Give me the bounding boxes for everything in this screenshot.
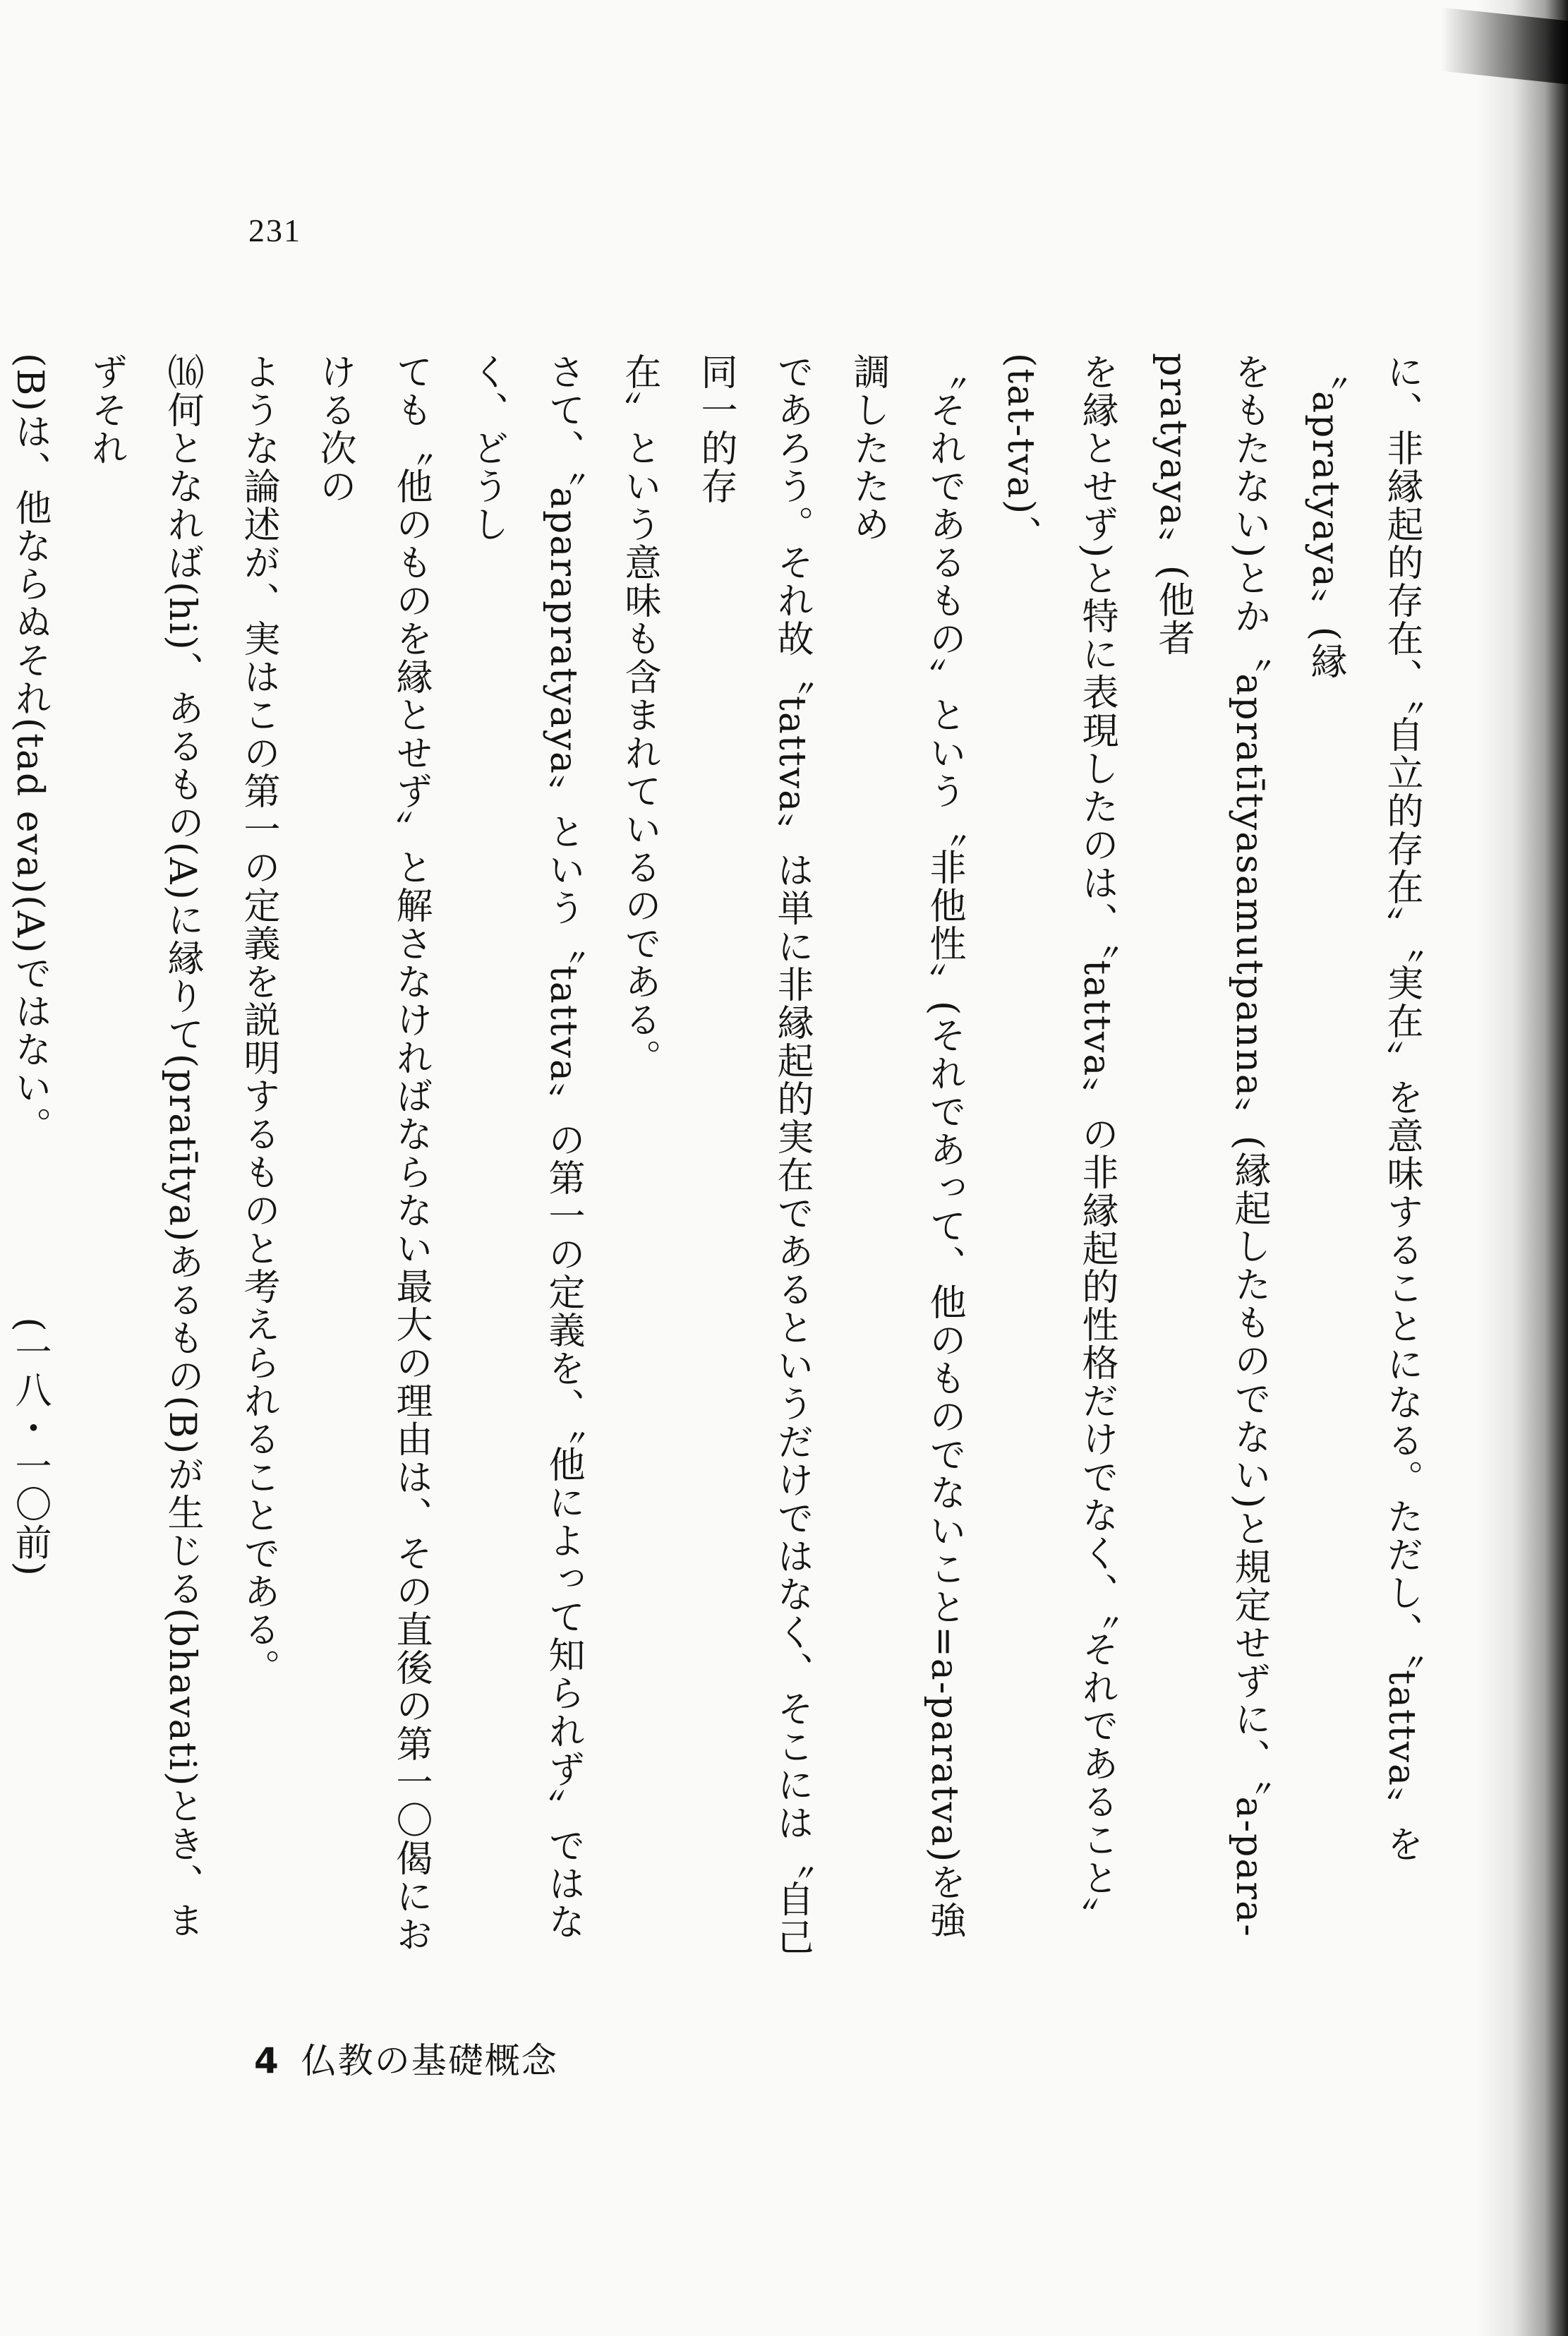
- chapter-number: 4: [254, 2040, 280, 2081]
- text-line-8: ても〝他のものを縁とせず〟と解さなければならない最大の理由は、その直後の第一〇偈における次の: [313, 353, 432, 1953]
- scan-shadow-top: [1441, 8, 1568, 85]
- chapter-title: 仏教の基礎概念: [301, 2040, 558, 2081]
- text-line-3: を縁とせず)と特に表現したのは、〝tattva〟の非縁起的性格だけでなく、〝それであること〟(tat-tva)、: [999, 353, 1118, 1936]
- text-line-4: 〝それであるもの〟という〝非他性〟(それであって、他のものでないこと=a-paratva)を強調したため: [847, 353, 965, 1940]
- running-footer: [254, 2033, 558, 2083]
- scan-shadow-edge: [1476, 0, 1568, 2336]
- text-line-9: ような論述が、実はこの第一の定義を説明するものと考えられることである。: [237, 353, 279, 1687]
- verse-number: ⒃: [161, 353, 203, 391]
- verse-text-2: (B)は、他ならぬそれ(tad eva)(A)ではない。: [8, 353, 51, 1127]
- page-number: 231: [248, 212, 301, 248]
- text-line-1: に、非縁起的存在、〝自立的存在〟〝実在〟を意味することになる。ただし、〝tattva〟を〝apratyaya〟(縁: [1304, 353, 1423, 1864]
- text-line-5: であろう。それ故〝tattva〟は単に非縁起的実在であるというだけではなく、そこには〝自己同一的存: [694, 353, 813, 1957]
- text-line-6: 在〟という意味も含まれているのである。: [618, 353, 661, 1077]
- verse-text-1: 何となれば(hi)、あるもの(A)に縁りて(pratītya)あるもの(B)が生じる(bhavati)とき、まずそれ: [85, 353, 203, 1940]
- verse-line-2: [0, 353, 68, 1976]
- vertical-body-text: [8, 353, 1440, 1976]
- verse-line-1: [68, 353, 220, 1976]
- body-text-block: [8, 353, 1440, 1976]
- text-line-2: をもたない)とか〝apratītyasamutpanna〟(縁起したものでない)と規定せずに、〝a-para-pratyaya〟(他者: [1152, 353, 1270, 1938]
- text-line-7: さて、〝aparapratyaya〟という〝tattva〟の第一の定義を、〝他によって知られず〟ではなく、どうし: [466, 353, 584, 1941]
- verse-reference: (一八・一〇前): [8, 1317, 51, 1577]
